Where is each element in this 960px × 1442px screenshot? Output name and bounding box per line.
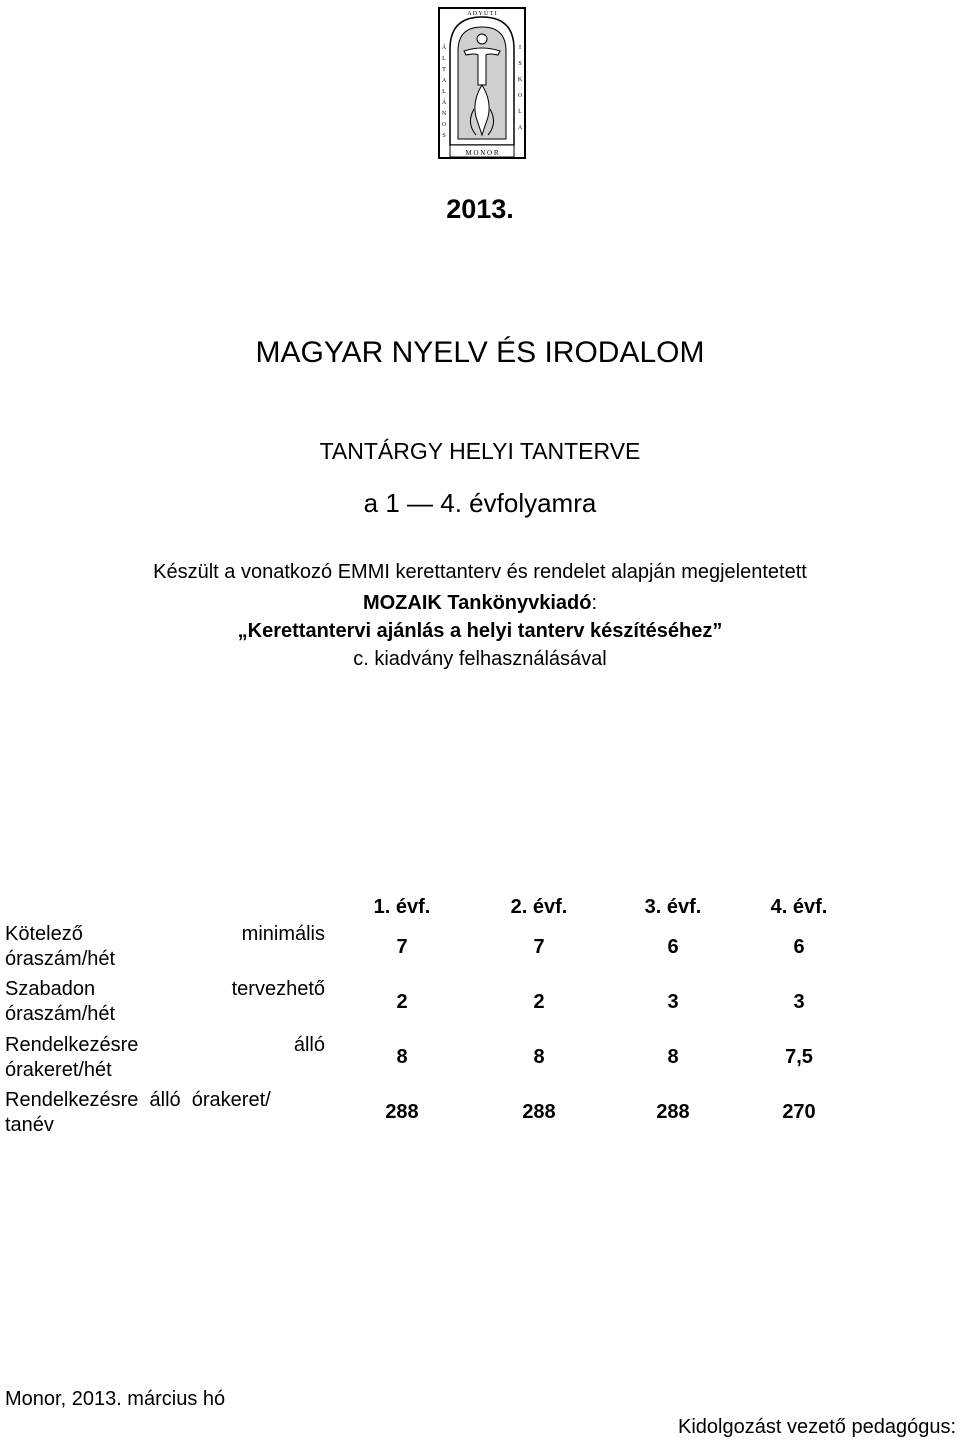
- logo-letter: L: [442, 56, 446, 62]
- table-cell: 7: [396, 936, 408, 958]
- row-label-part: Szabadon: [5, 978, 96, 1000]
- row-label-part: minimális: [241, 923, 325, 945]
- row-label-part: Rendelkezésre: [5, 1034, 139, 1056]
- table-cell: 3: [793, 991, 805, 1013]
- school-crest-icon: [436, 5, 528, 161]
- logo-letter: T: [442, 67, 446, 73]
- document-type: TANTÁRGY HELYI TANTERVE: [319, 438, 641, 464]
- logo-letter: A: [441, 78, 447, 84]
- row-label-mandatory: [5, 922, 325, 972]
- row-label-part: óraszám/hét: [5, 1003, 116, 1025]
- logo-letter: L: [518, 109, 522, 115]
- intro-publisher: [0, 592, 960, 615]
- table-cell: 2: [396, 991, 408, 1013]
- publisher-name: MOZAIK Tankönyvkiadó: [362, 592, 592, 614]
- logo-letter: S: [442, 133, 446, 139]
- table-cell: 288: [385, 1101, 419, 1123]
- row-label-part: óraszám/hét: [5, 948, 116, 970]
- table-cell: 270: [782, 1101, 816, 1123]
- grade-range: a 1 — 4. évfolyamra: [363, 488, 597, 518]
- intro-line-4: c. kiadvány felhasználásával: [353, 648, 607, 670]
- row-label-free: [5, 977, 325, 1027]
- table-cell: 7: [533, 936, 545, 958]
- logo-letter: O: [441, 122, 447, 128]
- logo-letter: N: [441, 111, 447, 117]
- logo-letter: K: [517, 77, 523, 83]
- book-title: „Kerettantervi ajánlás a helyi tanterv készítéséhez”: [237, 620, 723, 642]
- table-cell: 8: [396, 1046, 408, 1068]
- row-label-part: álló: [293, 1034, 325, 1056]
- logo-top-text: A D Y Ú T I: [467, 11, 497, 17]
- table-cell: 6: [667, 936, 679, 958]
- document-year: 2013.: [446, 194, 514, 224]
- table-cell: 3: [667, 991, 679, 1013]
- header-grade-2: 2. évf.: [510, 896, 568, 918]
- publisher-suffix: :: [591, 592, 598, 614]
- table-cell: 2: [533, 991, 545, 1013]
- row-label-part: Kötelező: [5, 923, 83, 945]
- logo-letter: A: [517, 125, 523, 131]
- logo-letter: I: [519, 45, 521, 51]
- table-cell: 7,5: [785, 1046, 813, 1068]
- table-cell: 6: [793, 936, 805, 958]
- header-grade-1: 1. évf.: [373, 896, 431, 918]
- logo-letter: O: [517, 93, 523, 99]
- logo-letter: Á: [441, 100, 447, 106]
- row-label-part: tervezhető: [231, 978, 325, 1000]
- table-cell: 288: [656, 1101, 690, 1123]
- header-grade-4: 4. évf.: [770, 896, 828, 918]
- logo-letter: S: [518, 61, 522, 67]
- row-label-part: tanév: [5, 1114, 54, 1136]
- table-cell: 8: [667, 1046, 679, 1068]
- table-cell: 288: [522, 1101, 556, 1123]
- subject-title: MAGYAR NYELV ÉS IRODALOM: [255, 336, 705, 369]
- row-label-available-week: [5, 1033, 325, 1083]
- logo-letter: Á: [441, 45, 447, 51]
- header-grade-3: 3. évf.: [644, 896, 702, 918]
- logo-bottom-text: M O N O R: [465, 149, 499, 157]
- table-cell: 8: [533, 1046, 545, 1068]
- row-label-part: órakeret/hét: [5, 1059, 112, 1081]
- intro-line-1: Készült a vonatkozó EMMI kerettanterv és rendelet alapján megjelentetett: [153, 561, 807, 583]
- signature-label: Kidolgozást vezető pedagógus:: [678, 1416, 956, 1438]
- place-and-date: Monor, 2013. március hó: [5, 1388, 226, 1410]
- row-label-part: Rendelkezésre álló órakeret/: [5, 1089, 271, 1111]
- logo-letter: L: [442, 89, 446, 95]
- row-label-available-year: [5, 1088, 325, 1138]
